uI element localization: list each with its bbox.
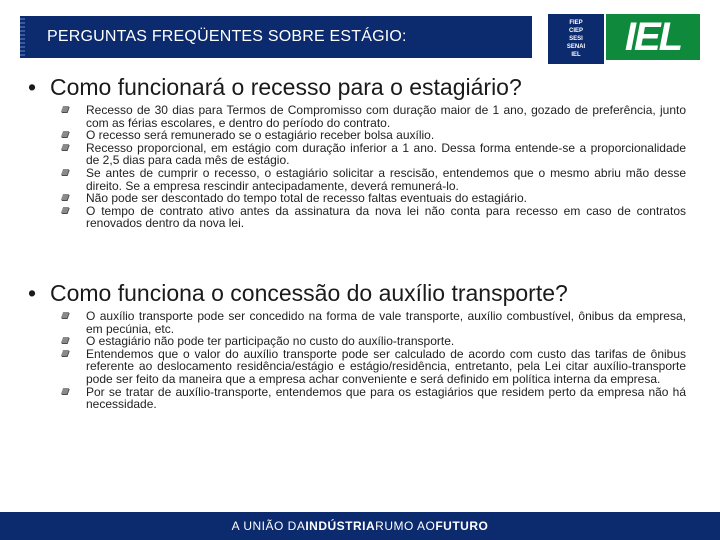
section-heading	[28, 280, 568, 307]
list-item	[62, 205, 686, 230]
bullet-icon	[61, 312, 69, 318]
list-item-text: O tempo de contrato ativo antes da assinatura da nova lei não conta para recesso em caso de contratos renovados dentro da nova lei.	[86, 203, 686, 231]
heading-bullet: •	[28, 280, 37, 306]
list-item-text: O recesso será remunerado se o estagiário receber bolsa auxílio.	[86, 128, 435, 143]
list-item-text: O auxílio transporte pode ser concedido na forma de vale transporte, auxílio combustível, ônibus da empresa, em pecúnia, etc.	[86, 309, 686, 336]
section-heading-text: Como funciona o concessão do auxílio transporte?	[50, 280, 568, 306]
bullet-icon	[61, 350, 69, 356]
list-item	[62, 386, 686, 411]
footer-bar	[0, 512, 720, 540]
list-item-text: Se antes de cumprir o recesso, o estagiário solicitar a rescisão, entendemos que o mesmo abriu mão desse direito. Se a empresa rescindir antecipadamente, deverá remunerá-lo.	[86, 165, 686, 193]
fiep-logo-line: CIEP	[568, 28, 583, 34]
bullet-icon	[61, 207, 69, 213]
list-item-text: Entendemos que o valor do auxílio transporte pode ser calculado de acordo com custo das tarifas de ônibus referente ao deslocamento residência/estágio e estágio/residência, entretanto, pela Lei citar auxílio-transporte pode ser feito da maneira que a empresa achar conveniente e será definido em política interna da empresa.	[86, 346, 686, 386]
bullet-icon	[61, 169, 69, 175]
list-item-text: Por se tratar de auxílio-transporte, entendemos que para os estagiários que residem perto da empresa não há necessidade.	[86, 384, 686, 412]
footer-text-bold: FUTURO	[435, 519, 489, 533]
bullet-icon	[61, 194, 69, 200]
iel-logo: IEL	[606, 14, 700, 60]
list-item-text: Não pode ser descontado do tempo total de recesso faltas eventuais do estagiário.	[86, 191, 527, 206]
list-item	[62, 142, 686, 167]
bullet-icon	[61, 106, 69, 112]
page-title: PERGUNTAS FREQÜENTES SOBRE ESTÁGIO:	[47, 28, 407, 45]
list-item-text: Recesso proporcional, em estágio com duração inferior a 1 ano. Dessa forma entende-se a proporcionalidade de 2,5 dias para cada mês de estágio.	[86, 140, 686, 168]
footer-text: RUMO AO	[375, 519, 436, 533]
section-list	[62, 310, 686, 411]
footer-text-bold: INDÚSTRIA	[305, 519, 376, 533]
fiep-logo	[548, 14, 604, 64]
list-item	[62, 310, 686, 335]
bullet-icon	[61, 131, 69, 137]
bullet-icon	[61, 388, 69, 394]
footer-text: A UNIÃO DA	[231, 519, 306, 533]
section-list	[62, 104, 686, 230]
fiep-logo-line: IEL	[571, 52, 581, 58]
fiep-logo-line: SESI	[569, 36, 583, 42]
heading-bullet: •	[28, 74, 37, 100]
bullet-icon	[61, 144, 69, 150]
list-item-text: Recesso de 30 dias para Termos de Compromisso com duração maior de 1 ano, gozado de preferência, junto com as férias escolares, e dentro do período do contrato.	[86, 103, 686, 130]
fiep-logo-line: SENAI	[566, 44, 586, 50]
list-item-text: O estagiário não pode ter participação no custo do auxílio-transporte.	[86, 334, 455, 349]
section-heading-text: Como funcionará o recesso para o estagiário?	[50, 74, 522, 100]
list-item	[62, 104, 686, 129]
bullet-icon	[61, 337, 69, 343]
fiep-logo-line: FIEP	[569, 20, 583, 26]
list-item	[62, 348, 686, 386]
list-item	[62, 167, 686, 192]
header-bar	[20, 16, 532, 58]
section-heading	[28, 74, 522, 101]
